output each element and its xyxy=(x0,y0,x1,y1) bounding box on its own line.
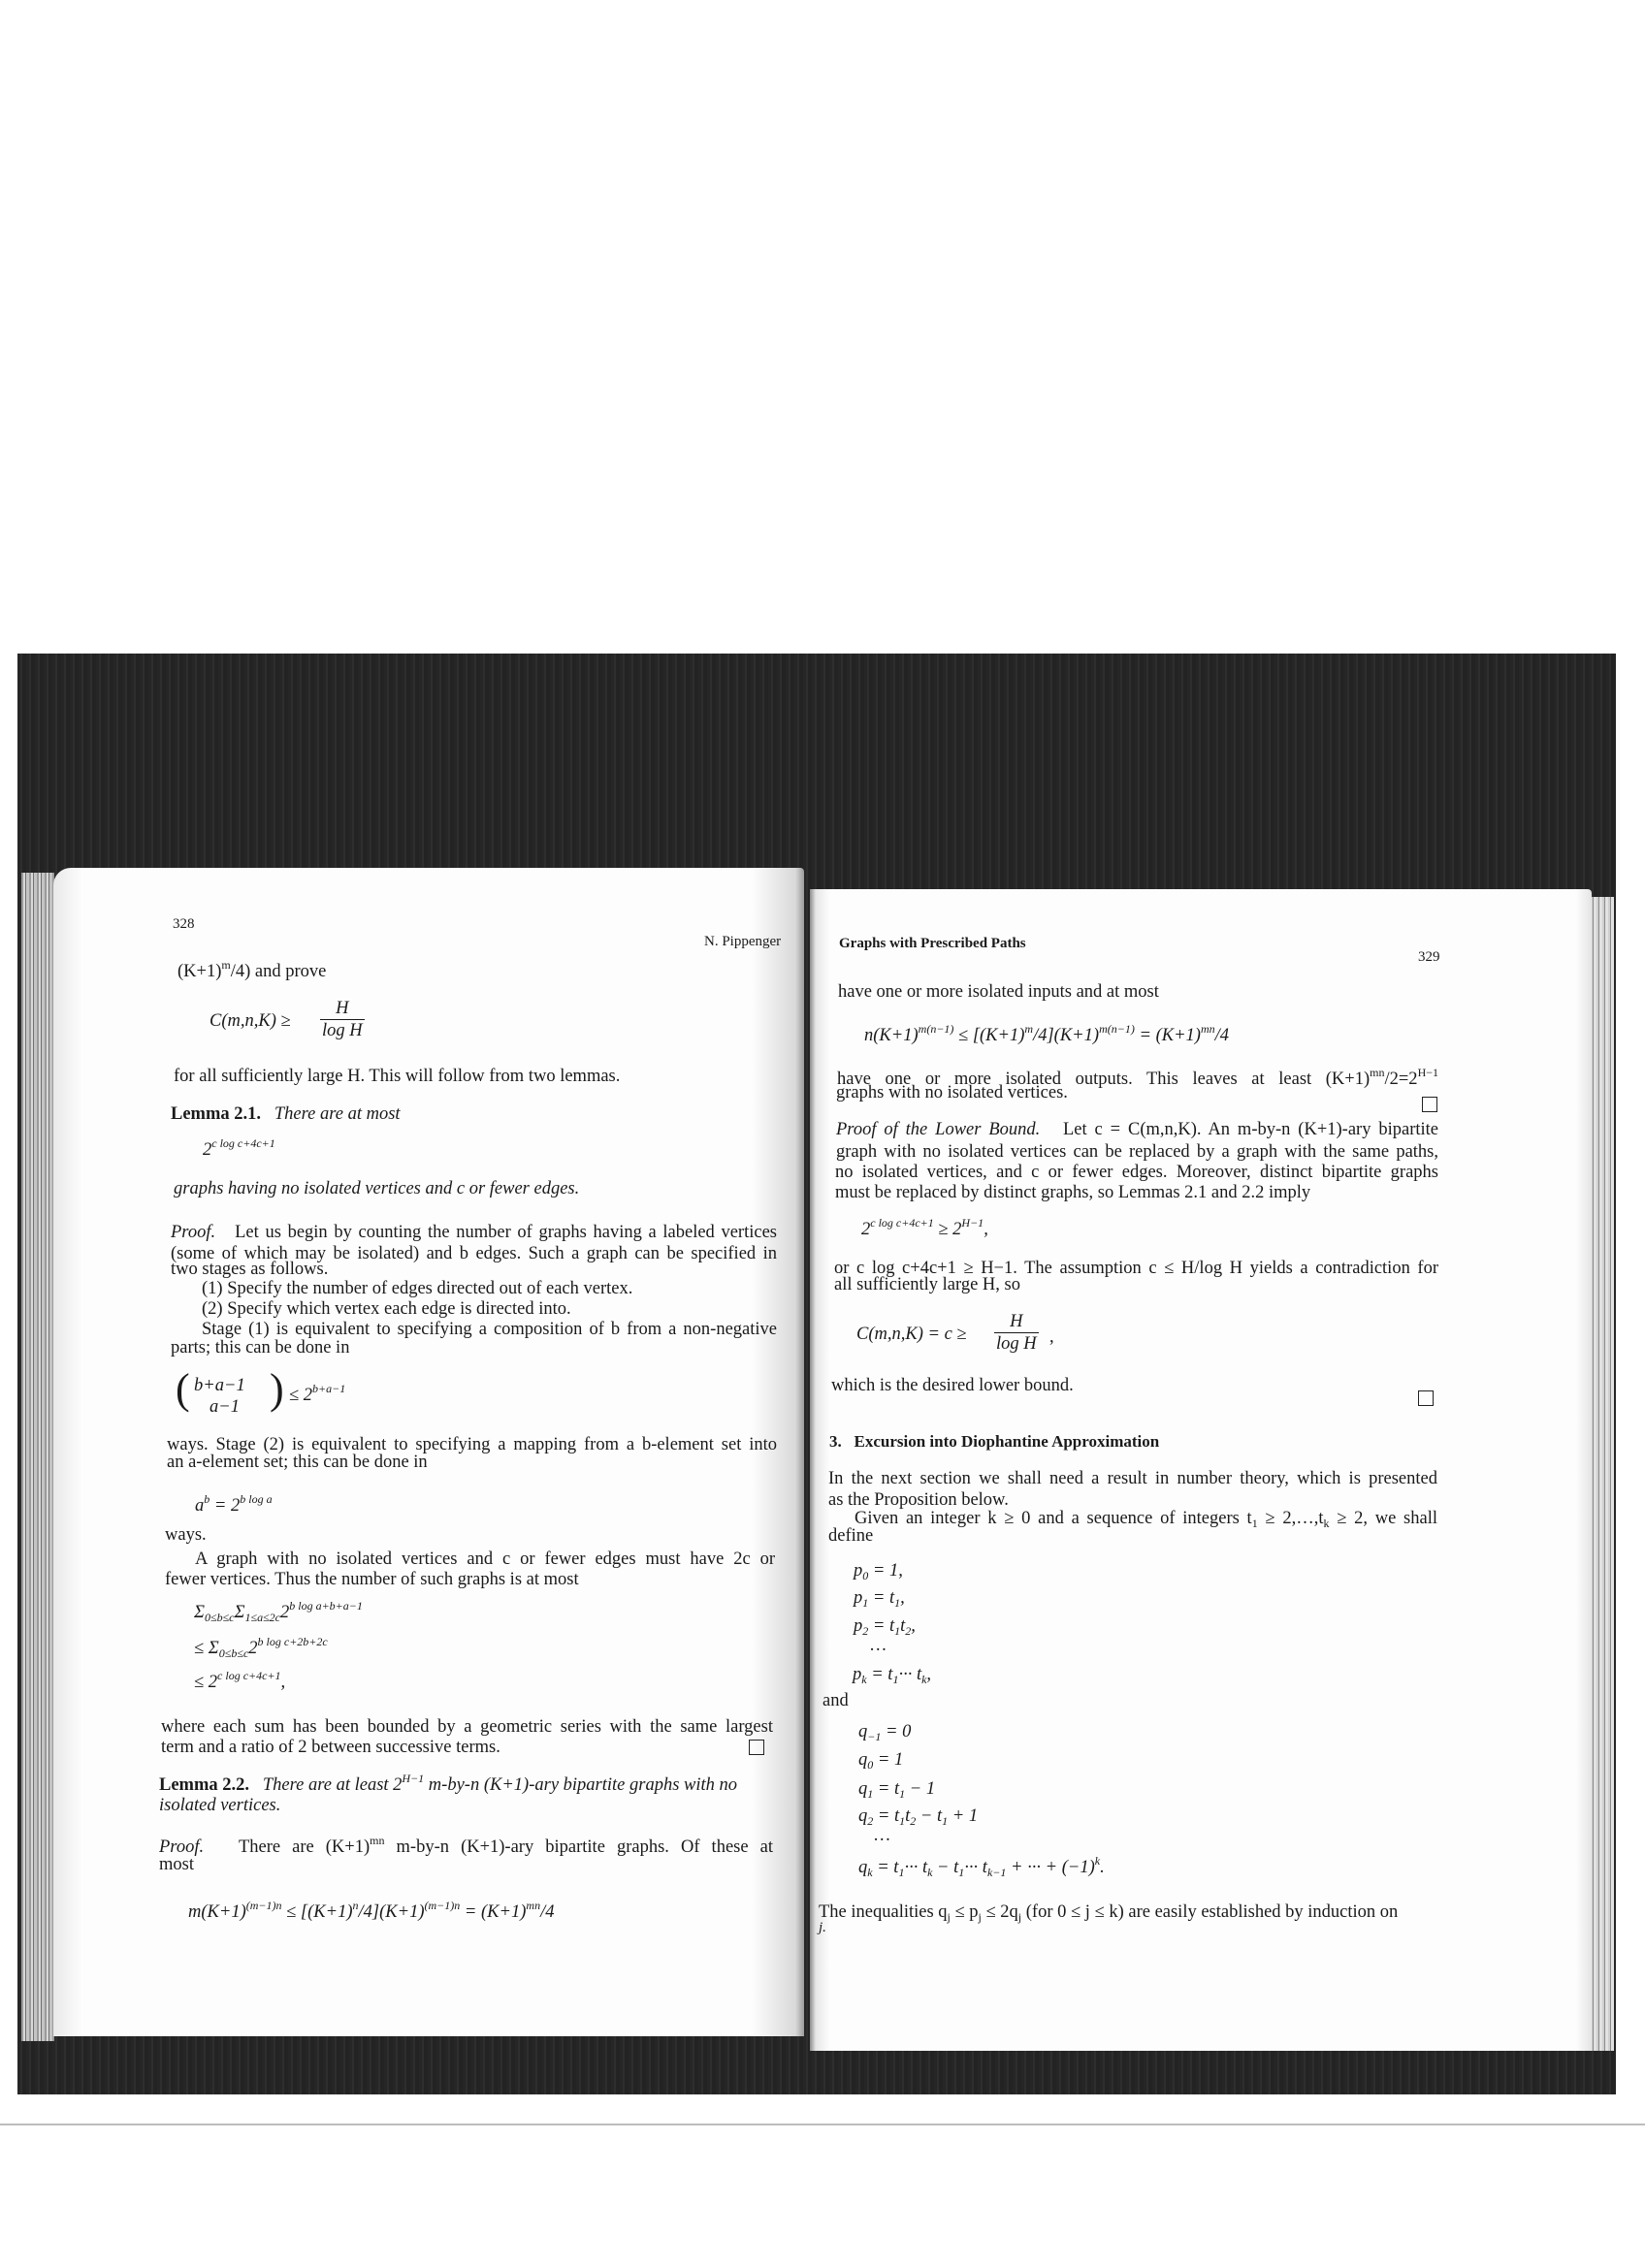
paragraph-line: and xyxy=(822,1691,849,1710)
paragraph-line: have one or more isolated inputs and at most xyxy=(838,982,1159,1002)
math-display: $m(K+1)^{(m-1)n} \le [(K+1)^n/4](K+1)^{(m-1)n} = (K+1)^{mn}/4$ xyxy=(188,1899,555,1922)
proof-first-line xyxy=(171,1222,777,1243)
p-definition: $p_0 = 1$, xyxy=(854,1561,903,1582)
lemma-text: graphs having no isolated vertices and c or fewer edges. xyxy=(174,1179,580,1198)
section-number: 3. xyxy=(829,1432,842,1451)
fraction-h-over-log-h xyxy=(994,1311,1039,1355)
qed-symbol xyxy=(1418,1390,1434,1406)
paragraph-line: fewer vertices. Thus the number of such graphs is at most xyxy=(165,1570,579,1589)
lemma-label: Lemma 2.1. xyxy=(171,1104,261,1124)
intro-line: $(K+1)^m/4$) and prove xyxy=(177,958,327,981)
paragraph-line: A graph with no isolated vertices and c or fewer edges must have 2c or xyxy=(195,1549,775,1569)
proof-text: Let c = C(m,n,K). An m-by-n (K+1)-ary bipartite xyxy=(1063,1120,1438,1139)
running-head-author: N. Pippenger xyxy=(704,934,782,949)
page-stack-edge-left xyxy=(21,873,54,2041)
binomial-left-paren: ( xyxy=(176,1365,190,1413)
q-definition: $q_1 = t_1 - 1$ xyxy=(858,1779,936,1801)
proof-first-line xyxy=(159,1834,773,1858)
paragraph-line: Stage (1) is equivalent to specifying a composition of b from a non-negative xyxy=(202,1320,777,1339)
paragraph-line: ways. xyxy=(165,1525,207,1545)
q-definition: $q_0 = 1$ xyxy=(858,1750,904,1772)
paragraph-line: all sufficiently large H, so xyxy=(834,1275,1020,1294)
paragraph-line: for all sufficiently large H. This will follow from two lemmas. xyxy=(174,1067,621,1086)
qed-symbol xyxy=(1422,1097,1437,1112)
formula-lhs: C(m,n,K) = c ≥ xyxy=(856,1325,967,1344)
math-display: $2^{c log c+4c+1}$ xyxy=(203,1136,275,1160)
lemma-2-2 xyxy=(159,1774,737,1796)
q-definition: $q_2 = t_1t_2 - t_1 + 1$ xyxy=(858,1806,979,1828)
paragraph-line: or c log c+4c+1 ≥ H−1. The assumption c ≤ H/log H yields a contradiction for xyxy=(834,1259,1438,1278)
lemma-label: Lemma 2.2. xyxy=(159,1775,249,1795)
page-number-right: 329 xyxy=(1418,949,1440,965)
binomial-bottom: a−1 xyxy=(210,1397,240,1417)
proof-label: Proof of the Lower Bound. xyxy=(836,1120,1041,1139)
math-display: ≤ $2^{c log c+4c+1}$, xyxy=(194,1669,286,1692)
numerator: H xyxy=(1010,1312,1023,1331)
paragraph-line: as the Proposition below. xyxy=(828,1490,1009,1510)
formula-comma: , xyxy=(1049,1327,1054,1347)
denominator: log H xyxy=(996,1334,1037,1354)
math-display: $2^{c log c+4c+1} \ge 2^{H-1}$, xyxy=(861,1216,988,1239)
math-display: ≤ $\Sigma_{0\le b\le c}2^{b log c+2b+2c}$ xyxy=(194,1635,328,1660)
p-definition: $p_2 = t_1t_2$, xyxy=(854,1616,916,1638)
lemma-2-1 xyxy=(171,1103,401,1125)
paragraph-line: where each sum has been bounded by a geometric series with the same largest xyxy=(161,1717,773,1737)
list-item: (1) Specify the number of edges directed out of each vertex. xyxy=(202,1279,633,1298)
paragraph-line: j. xyxy=(819,1920,826,1935)
math-display: $\Sigma_{0\le b\le c}\Sigma_{1\le a\le 2c}2^{b log a+b+a-1}$ xyxy=(194,1599,363,1624)
section-heading xyxy=(829,1431,1159,1453)
page-number-left: 328 xyxy=(173,916,195,932)
binomial-rhs: ≤ $2^{b+a-1}$ xyxy=(289,1382,346,1405)
page-stack-edge-right xyxy=(1591,897,1614,2051)
ellipsis: … xyxy=(869,1636,887,1655)
paragraph-line: (some of which may be isolated) and b edges. Such a graph can be specified in xyxy=(171,1244,777,1263)
scanner-edge-line xyxy=(0,2124,1645,2125)
denominator: log H xyxy=(322,1021,363,1040)
proof-text: There are $(K+1)^{mn}$ m-by-n (K+1)-ary bipartite graphs. Of these at xyxy=(238,1834,773,1857)
numerator: H xyxy=(336,999,349,1018)
math-display: $a^b = 2^{b log a}$ xyxy=(195,1492,273,1516)
paragraph-line: must be replaced by distinct graphs, so Lemmas 2.1 and 2.2 imply xyxy=(835,1183,1311,1202)
qed-symbol xyxy=(749,1740,764,1755)
paragraph-line: an a-element set; this can be done in xyxy=(167,1453,428,1472)
proof-text: Let us begin by counting the number of graphs having a labeled vertices xyxy=(235,1223,777,1242)
paragraph-line: two stages as follows. xyxy=(171,1260,329,1279)
formula-lhs: C(m,n,K) ≥ xyxy=(210,1011,291,1031)
paragraph-line: graph with no isolated vertices can be replaced by a graph with the same paths, xyxy=(836,1142,1438,1162)
paragraph-line: Given an integer k ≥ 0 and a sequence of integers $t_1$ ≥ $2,\dots,t_k \ge 2$, we shall xyxy=(855,1509,1437,1530)
binomial-top: b+a−1 xyxy=(194,1376,245,1395)
p-definition: $p_1 = t_1$, xyxy=(854,1588,905,1610)
ellipsis: … xyxy=(873,1826,891,1845)
running-head-title: Graphs with Prescribed Paths xyxy=(839,936,1026,951)
paragraph-line: The inequalities $q_j \le p_j \le 2q_j$ (for 0 ≤ j ≤ k) are easily established by induction on xyxy=(819,1902,1399,1924)
paragraph-line: most xyxy=(159,1855,194,1874)
proof-label: Proof. xyxy=(171,1223,216,1242)
fraction-h-over-log-h xyxy=(320,998,365,1041)
lemma-text: There are at most xyxy=(274,1104,401,1124)
p-definition: $p_k = t_1\cdot\cdot\cdot t_k$, xyxy=(853,1665,932,1686)
lemma-text: There are at least $2^{H-1}$ m-by-n (K+1)-ary bipartite graphs with no xyxy=(262,1772,738,1795)
lemma-text: isolated vertices. xyxy=(159,1796,281,1815)
paragraph-line: define xyxy=(828,1526,874,1546)
binomial-right-paren: ) xyxy=(270,1365,284,1413)
section-title: Excursion into Diophantine Approximation xyxy=(854,1432,1160,1451)
proof-label: Proof. xyxy=(159,1837,205,1857)
paragraph-line: term and a ratio of 2 between successive terms. xyxy=(161,1738,500,1757)
paragraph-line: In the next section we shall need a result in number theory, which is presented xyxy=(828,1469,1437,1488)
paragraph-line: graphs with no isolated vertices. xyxy=(836,1083,1068,1102)
proof-first-line xyxy=(836,1119,1438,1140)
list-item: (2) Specify which vertex each edge is directed into. xyxy=(202,1299,571,1319)
math-display: $n(K+1)^{m(n-1)} \le [(K+1)^m/4](K+1)^{m(n-1)} = (K+1)^{mn}/4$ xyxy=(864,1022,1230,1045)
paragraph-line: which is the desired lower bound. xyxy=(831,1376,1074,1395)
q-definition: $q_k = t_1\cdot\cdot\cdot t_k - t_1\cdot\cdot\cdot t_{k-1}$ + ··· + $(-1)^k$. xyxy=(858,1854,1105,1879)
paragraph-line: have one or more isolated outputs. This leaves at least $(K+1)^{mn}/2=2^{H-1}$ xyxy=(837,1066,1438,1089)
q-definition: $q_{-1} = 0$ xyxy=(858,1722,912,1743)
paragraph-line: ways. Stage (2) is equivalent to specifying a mapping from a b-element set into xyxy=(167,1435,777,1454)
paragraph-line: parts; this can be done in xyxy=(171,1338,350,1358)
paragraph-line: no isolated vertices, and c or fewer edges. Moreover, distinct bipartite graphs xyxy=(835,1163,1438,1182)
